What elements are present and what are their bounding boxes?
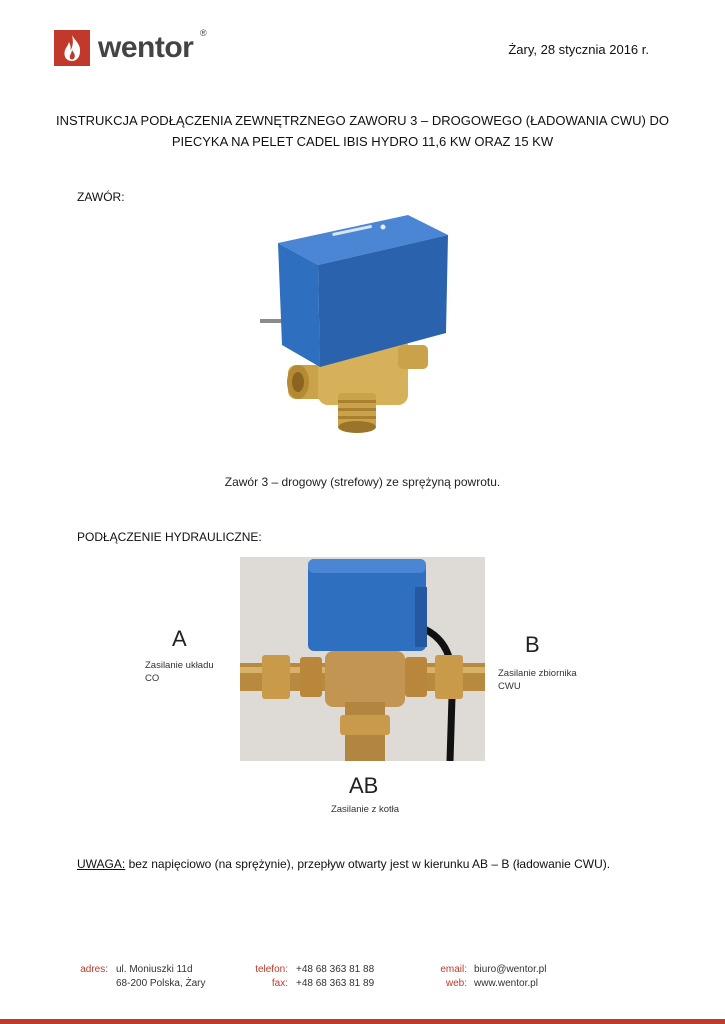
footer-web-key: web: (445, 978, 467, 989)
port-a-desc-line2: CO (145, 673, 160, 684)
hydraulic-heading: PODŁĄCZENIE HYDRAULICZNE: (77, 530, 262, 544)
footer-web-values (474, 963, 546, 991)
footer-email-link[interactable]: biuro@wentor.pl (474, 964, 547, 975)
port-b-desc-line2: CWU (498, 681, 521, 692)
port-ab-label: AB (349, 773, 379, 798)
zone-valve-image (258, 215, 458, 437)
port-a-desc-line1: Zasilanie układu (145, 660, 214, 671)
logo-text: wentor (98, 31, 194, 64)
footer-phone: +48 68 363 81 88 (296, 964, 375, 975)
port-b-label: B (525, 632, 540, 657)
footer-contact-keys (220, 963, 288, 991)
port-a-description (145, 659, 235, 685)
registered-mark: ® (200, 28, 207, 38)
port-b-desc-line1: Zasilanie zbiornika (498, 668, 577, 679)
footer-address (116, 963, 206, 991)
valve-heading: ZAWÓR: (77, 190, 125, 204)
document-date: Żary, 28 stycznia 2016 r. (508, 42, 649, 57)
footer-fax-key: fax: (271, 978, 288, 989)
port-b-description (498, 667, 598, 693)
port-a-label: A (172, 626, 187, 651)
valve-caption: Zawór 3 – drogowy (strefowy) ze sprężyną powrotu. (224, 475, 501, 489)
footer-address-line1: ul. Moniuszki 11d (116, 964, 193, 975)
warning-label: UWAGA: (77, 857, 126, 871)
footer-phone-key: telefon: (255, 964, 288, 975)
footer-web-link[interactable]: www.wentor.pl (474, 978, 538, 989)
title-line-1: INSTRUKCJA PODŁĄCZENIA ZEWNĘTRZNEGO ZAWORU 3 – DROGOWEGO (ŁADOWANIA CWU) DO (56, 113, 669, 128)
company-logo (54, 30, 224, 70)
installed-valve-photo (240, 557, 485, 761)
title-line-2: PIECYKA NA PELET CADEL IBIS HYDRO 11,6 KW ORAZ 15 KW (171, 134, 554, 149)
warning-text: bez napięciowo (na sprężynie), przepływ otwarty jest w kierunku AB – B (ładowanie CWU). (125, 857, 611, 871)
footer-fax: +48 68 363 81 89 (296, 978, 375, 989)
footer-web-keys (400, 963, 467, 991)
warning-note (77, 857, 610, 871)
footer-contact-values (296, 963, 374, 991)
port-ab-description: Zasilanie z kotła (330, 804, 400, 815)
footer-bar (0, 1019, 725, 1024)
footer-address-key: adres: (80, 964, 108, 975)
footer-address-line2: 68-200 Polska, Żary (116, 978, 206, 989)
document-title (40, 110, 685, 152)
flame-logo-icon (54, 30, 90, 66)
footer-email-key: email: (440, 964, 467, 975)
